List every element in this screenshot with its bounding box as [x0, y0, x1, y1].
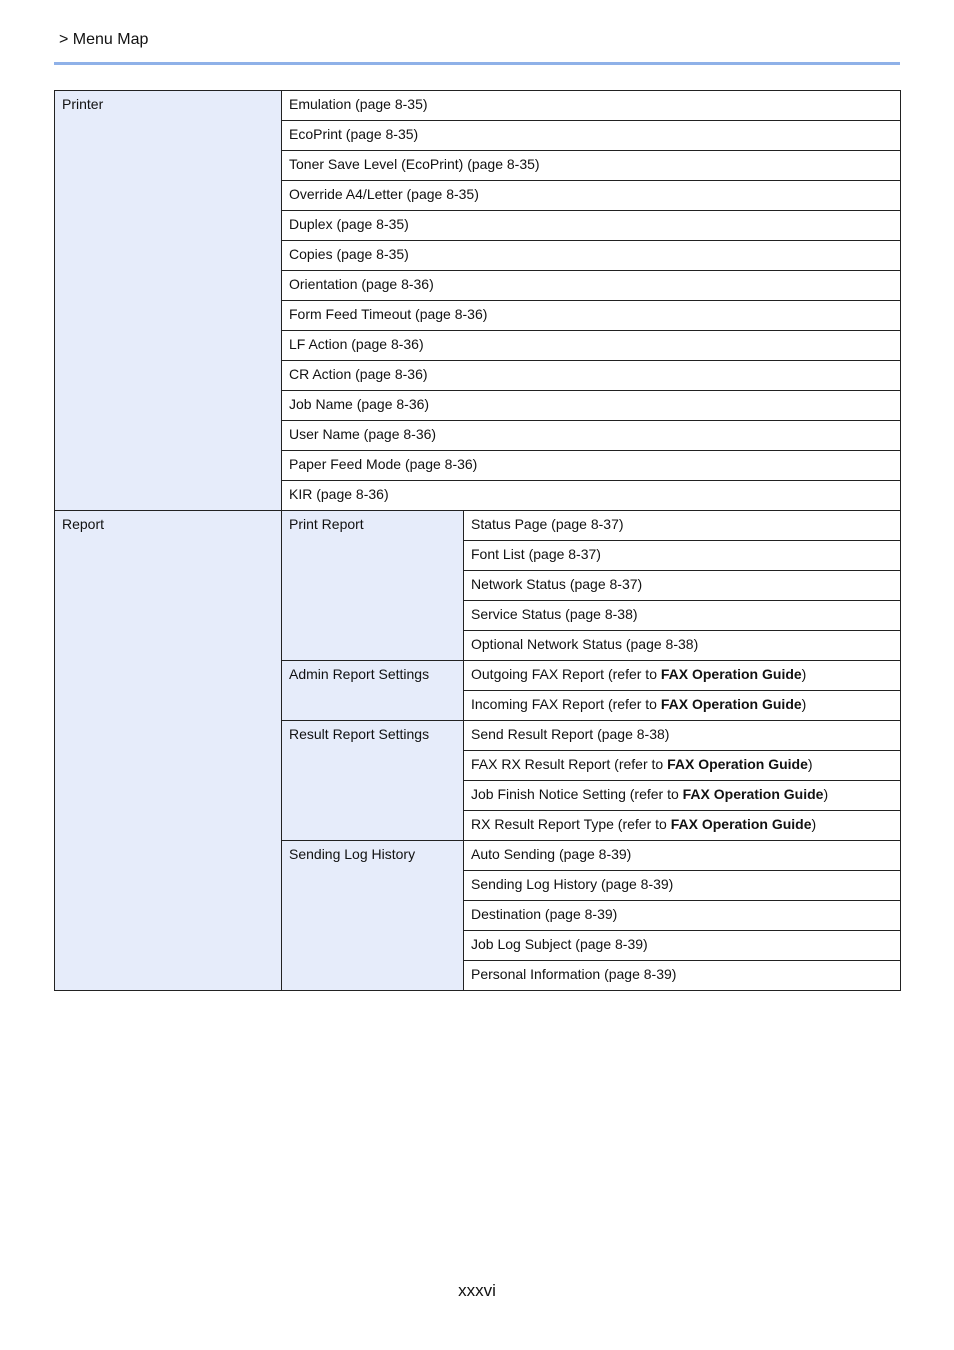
menu-item-ecoprint: EcoPrint (page 8-35) — [282, 121, 901, 151]
group-sending-log-history: Sending Log History — [282, 841, 464, 991]
item-text: Job Finish Notice Setting (refer to — [471, 786, 683, 802]
guide-reference: FAX Operation Guide — [660, 666, 802, 682]
table-row — [55, 91, 901, 121]
breadcrumb: > Menu Map — [59, 31, 149, 48]
guide-reference: FAX Operation Guide — [682, 786, 824, 802]
item-suffix: ) — [801, 696, 807, 712]
menu-item-network-status: Network Status (page 8-37) — [464, 571, 901, 601]
item-suffix: ) — [823, 786, 829, 802]
menu-item-job-finish-notice-setting — [464, 781, 901, 811]
menu-item-emulation: Emulation (page 8-35) — [282, 91, 901, 121]
item-text: FAX RX Result Report (refer to — [471, 756, 668, 772]
category-report: Report — [55, 511, 282, 991]
menu-item-font-list: Font List (page 8-37) — [464, 541, 901, 571]
menu-item-paper-feed-mode: Paper Feed Mode (page 8-36) — [282, 451, 901, 481]
menu-item-orientation: Orientation (page 8-36) — [282, 271, 901, 301]
menu-item-toner-save-level: Toner Save Level (EcoPrint) (page 8-35) — [282, 151, 901, 181]
group-result-report-settings: Result Report Settings — [282, 721, 464, 841]
menu-item-send-result-report: Send Result Report (page 8-38) — [464, 721, 901, 751]
menu-item-lf-action: LF Action (page 8-36) — [282, 331, 901, 361]
category-printer: Printer — [55, 91, 282, 511]
menu-item-personal-information: Personal Information (page 8-39) — [464, 961, 901, 991]
menu-item-status-page: Status Page (page 8-37) — [464, 511, 901, 541]
menu-item-copies: Copies (page 8-35) — [282, 241, 901, 271]
menu-item-override-a4-letter: Override A4/Letter (page 8-35) — [282, 181, 901, 211]
menu-item-job-log-subject: Job Log Subject (page 8-39) — [464, 931, 901, 961]
item-suffix: ) — [811, 816, 817, 832]
menu-item-incoming-fax-report — [464, 691, 901, 721]
group-print-report: Print Report — [282, 511, 464, 661]
menu-item-auto-sending: Auto Sending (page 8-39) — [464, 841, 901, 871]
item-text: RX Result Report Type (refer to — [471, 816, 671, 832]
menu-item-user-name: User Name (page 8-36) — [282, 421, 901, 451]
menu-item-rx-result-report-type — [464, 811, 901, 841]
menu-item-job-name: Job Name (page 8-36) — [282, 391, 901, 421]
item-text: Incoming FAX Report (refer to — [471, 696, 661, 712]
menu-item-optional-network-status: Optional Network Status (page 8-38) — [464, 631, 901, 661]
menu-item-service-status: Service Status (page 8-38) — [464, 601, 901, 631]
menu-item-duplex: Duplex (page 8-35) — [282, 211, 901, 241]
item-suffix: ) — [807, 756, 813, 772]
menu-item-fax-rx-result-report — [464, 751, 901, 781]
group-admin-report-settings: Admin Report Settings — [282, 661, 464, 721]
guide-reference: FAX Operation Guide — [667, 756, 808, 772]
page-number: xxxvi — [458, 1281, 496, 1300]
menu-item-destination: Destination (page 8-39) — [464, 901, 901, 931]
menu-item-cr-action: CR Action (page 8-36) — [282, 361, 901, 391]
guide-reference: FAX Operation Guide — [660, 696, 802, 712]
menu-item-sending-log-history: Sending Log History (page 8-39) — [464, 871, 901, 901]
menu-item-outgoing-fax-report — [464, 661, 901, 691]
item-suffix: ) — [801, 666, 807, 682]
item-text: Outgoing FAX Report (refer to — [471, 666, 661, 682]
guide-reference: FAX Operation Guide — [670, 816, 812, 832]
header-divider — [54, 62, 900, 65]
table-row — [55, 511, 901, 541]
menu-item-form-feed-timeout: Form Feed Timeout (page 8-36) — [282, 301, 901, 331]
menu-map-table — [54, 90, 901, 991]
menu-item-kir: KIR (page 8-36) — [282, 481, 901, 511]
